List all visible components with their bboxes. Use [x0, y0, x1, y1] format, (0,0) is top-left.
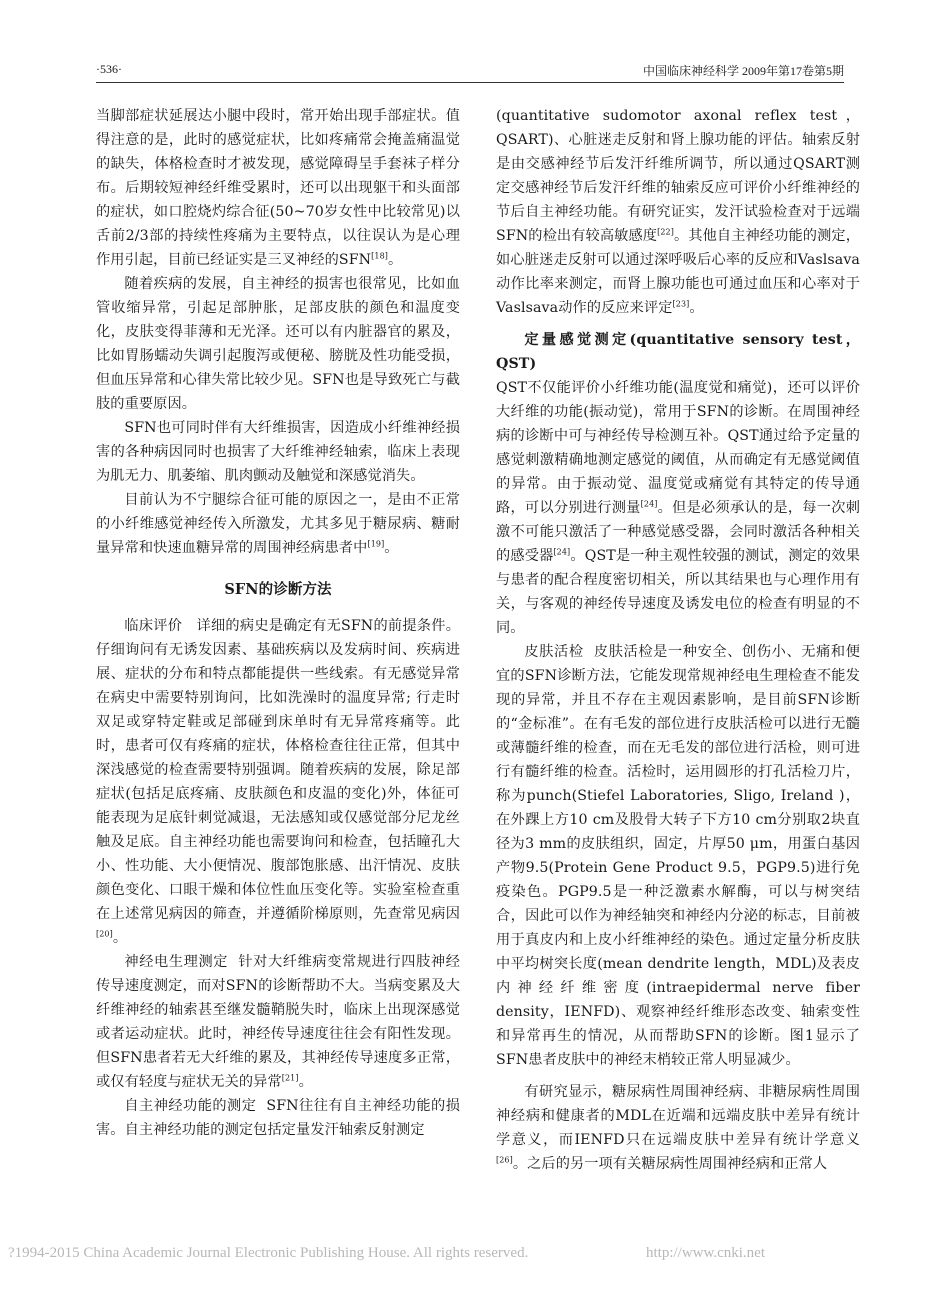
paragraph: 皮肤活检 皮肤活检是一种安全、创伤小、无痛和便宜的SFN诊断方法，它能发现常规神经电生理检查不能发现的异常，并且不存在主观因素影响，是目前SFN诊断的“金标准”。在有毛发的部位进行皮肤活检可以进行无髓或薄髓纤维的检查，而在无毛发的部位进行活检，则可进行有髓纤维的检查。活检时，运用圆形的打孔活检刀片，称为punch(Stiefel Laboratories, Sligo, Ireland )，在外踝上方10 cm及股骨大转子下方10 cm分别取2块直径为3 mm的皮肤组织，固定，片厚50 μm，用蛋白基因产物9.5(Protein Gene Product 9.5，PGP9.5)进行免疫染色。PGP9.5是一种泛激素水解酶，可以与树突结合，因此可以作为神经轴突和神经内分泌的标志，目前被用于真皮内和上皮小纤维神经的染色。通过定量分析皮肤中平均树突长度(mean dendrite length，MDL)及表皮内神经纤维密度(intraepidermal nerve fiber density，IENFD)、观察神经纤维形态改变、轴索变性和异常再生的情况，从而帮助SFN的诊断。图1显示了SFN患者皮肤中的神经末梢较正常人明显减少。 [496, 644, 860, 1068]
right-column [496, 104, 860, 1176]
citation[interactable]: [21] [281, 1073, 299, 1083]
paragraph-lead: 定量感觉测定(quantitative sensory test，QST) [496, 332, 860, 372]
paragraph-lead: 皮肤活检 [524, 644, 584, 660]
left-column [96, 104, 460, 1142]
paragraph: 神经电生理测定 针对大纤维病变常规进行四肢神经传导速度测定，而对SFN的诊断帮助不大。当病变累及大纤维神经的轴索甚至继发髓鞘脱失时，临床上出现深感觉或者运动症状。此时，神经传导速度往往会有阳性发现。但SFN患者若无大纤维的累及，其神经传导速度多正常，或仅有轻度与症状无关的异常[21]。 [96, 954, 460, 1090]
paragraph: 有研究显示，糖尿病性周围神经病、非糖尿病性周围神经病和健康者的MDL在近端和远端皮肤中差异有统计学意义，而IENFD只在远端皮肤中差异有统计学意义[26]。之后的另一项有关糖尿病性周围神经病和正常人 [496, 1084, 860, 1172]
paragraph: 临床评价 详细的病史是确定有无SFN的前提条件。仔细询问有无诱发因素、基础疾病以及发病时间、疾病进展、症状的分布和特点都能提供一些线索。有无感觉异常在病史中需要特别询问，比如洗澡时的温度异常; 行走时双足或穿特定鞋或足部碰到床单时有无异常疼痛等。此时，患者可仅有疼痛的症状，体格检查往往正常，但其中深浅感觉的检查需要特别强调。随着疾病的发展，除足部症状(包括足底疼痛、皮肤颜色和皮温的变化)外，体征可能表现为足底针刺觉减退，无法感知或仅感觉部分尼龙丝触及足底。自主神经功能也需要询问和检查，包括瞳孔大小、性功能、大小便情况、腹部饱胀感、出汗情况、皮肤颜色变化、口眼干燥和体位性血压变化等。实验室检查重在上述常见病因的筛查，并遵循阶梯原则，先查常见病因[20]。 [96, 618, 460, 946]
section-heading: SFN的诊断方法 [224, 581, 332, 598]
paragraph: 当脚部症状延展达小腿中段时，常开始出现手部症状。值得注意的是，此时的感觉症状，比如疼痛常会掩盖痛温觉的缺失，体格检查时才被发现，感觉障碍呈手套袜子样分布。后期较短神经纤维受累时，还可以出现躯干和头面部的症状，如口腔烧灼综合征(50~70岁女性中比较常见)以舌前2/3部的持续性疼痛为主要特点，以往误认为是心理作用引起，目前已经证实是三叉神经的SFN[18]。 [96, 108, 460, 268]
citation[interactable]: [24] [553, 547, 571, 557]
paragraph: SFN也可同时伴有大纤维损害，因造成小纤维神经损害的各种病因同时也损害了大纤维神经轴索，临床上表现为肌无力、肌萎缩、肌肉颤动及触觉和深感觉消失。 [96, 420, 460, 484]
citation[interactable]: [22] [657, 227, 674, 237]
paragraph: (quantitative sudomotor axonal reflex test，QSART)、心脏迷走反射和肾上腺功能的评估。轴索反射是由交感神经节后发汗纤维所调节，所以通过QSART测定交感神经节后发汗纤维的轴索反应可评价小纤维神经的节后自主神经功能。有研究证实，发汗试验检查对于远端SFN的检出有较高敏感度[22]。其他自主神经功能的测定，如心脏迷走反射可以通过深呼吸后心率的反应和Vaslsava动作比率来测定，而肾上腺功能也可通过血压和心率对于Vaslsava动作的反应来评定[23]。 [496, 108, 860, 316]
paragraph: 目前认为不宁腿综合征可能的原因之一，是由不正常的小纤维感觉神经传入所激发，尤其多见于糖尿病、糖耐量异常和快速血糖异常的周围神经病患者中[19]。 [96, 492, 460, 556]
header-rule [96, 82, 844, 83]
citation[interactable]: [19] [367, 539, 385, 549]
paragraph: 定量感觉测定(quantitative sensory test，QST) QST不仅能评价小纤维功能(温度觉和痛觉)，还可以评价大纤维的功能(振动觉)，常用于SFN的诊断。在周围神经病的诊断中可与神经传导检测互补。QST通过给予定量的感觉刺激精确地测定感觉的阈值，从而确定有无感觉阈值的异常。由于振动觉、温度觉或痛觉有其特定的传导通路，可以分别进行测量[24]。但是必须承认的是，每一次刺激不可能只激活了一种感觉感受器，会同时激活各种相关的感受器[24]。QST是一种主观性较强的测试，测定的效果与患者的配合程度密切相关，所以其结果也与心理作用有关，与客观的神经传导速度及诱发电位的检查有明显的不同。 [496, 332, 860, 636]
citation[interactable]: [26] [496, 1155, 513, 1165]
paragraph-lead: 临床评价 [124, 618, 183, 634]
page-number: ·536· [96, 62, 122, 76]
paragraph: 随着疾病的发展，自主神经的损害也很常见，比如血管收缩异常，引起足部肿胀，足部皮肤的颜色和温度变化，皮肤变得菲薄和无光泽。还可以有内脏器官的累及，比如胃肠蠕动失调引起腹泻或便秘、膀胱及性功能受损，但血压异常和心律失常比较少见。SFN也是导致死亡与截肢的重要原因。 [96, 276, 460, 412]
paragraph-lead: 神经电生理测定 [124, 954, 229, 970]
journal-title: 中国临床神经科学 2009年第17卷第5期 [642, 64, 844, 78]
running-header [96, 62, 844, 82]
citation[interactable]: [23] [672, 299, 690, 309]
copyright-notice: ?1994-2015 China Academic Journal Electronic Publishing House. All rights reserved. [8, 1245, 529, 1261]
citation[interactable]: [20] [96, 929, 113, 939]
footer-url[interactable]: http://www.cnki.net [646, 1245, 766, 1261]
paragraph-lead: 自主神经功能的测定 [124, 1098, 257, 1114]
paragraph: 自主神经功能的测定 SFN往往有自主神经功能的损害。自主神经功能的测定包括定量发汗轴索反射测定 [96, 1098, 460, 1138]
citation[interactable]: [24] [640, 499, 658, 509]
citation[interactable]: [18] [371, 251, 388, 261]
